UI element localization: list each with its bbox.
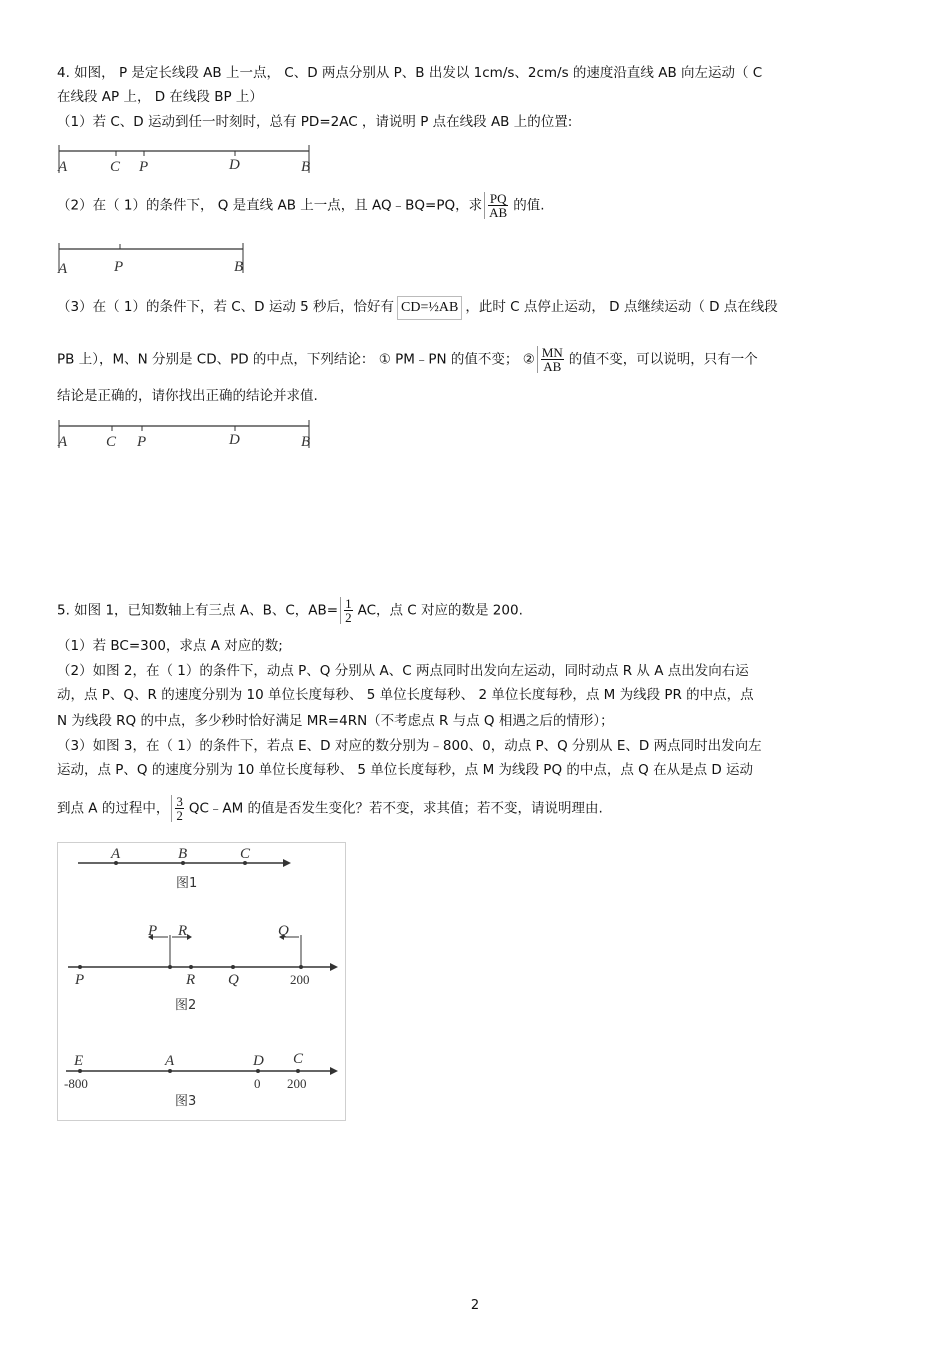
q4-segment-diagram-1 xyxy=(57,143,317,177)
page-number: 2 xyxy=(470,1298,480,1313)
fraction-one-half: $\frac{1}{2}$ xyxy=(340,597,356,624)
seg1-label-d: D xyxy=(229,157,240,173)
seg1-label-p: P xyxy=(139,159,149,175)
seg1-label-a: A xyxy=(58,159,68,175)
fig2-top-label-r: R xyxy=(178,923,188,939)
seg3-label-d: D xyxy=(229,432,240,448)
fig3-label-a: A xyxy=(165,1053,175,1069)
fig3-num-200: 200 xyxy=(287,1076,307,1091)
fig3-label-d: D xyxy=(253,1053,264,1069)
q5-part2-line2: 动，点 P、Q、R 的速度分别为 10 单位长度每秒、 5 单位长度每秒、 2 单位长度每秒，点 M 为线段 PR 的中点，点 xyxy=(57,687,754,703)
fig2-caption: 图2 xyxy=(175,998,197,1013)
number-line-figures xyxy=(57,842,346,1121)
q4-part3-line3: 结论是正确的，请你找出正确的结论并求值. xyxy=(57,388,318,404)
seg2-label-a: A xyxy=(58,261,68,277)
seg1-label-c: C xyxy=(110,159,121,175)
fig2-label-p: P xyxy=(75,972,85,988)
fig1-label-a: A xyxy=(111,846,121,862)
fig2-top-label-p: P xyxy=(148,923,158,939)
q5-part3-line1: （3）如图 3，在（ 1）的条件下，若点 E、D 对应的数分别为﹣800、0，动点 P、Q 分别从 E、D 两点同时出发向左 xyxy=(57,738,762,754)
seg2-label-b: B xyxy=(234,259,244,275)
seg3-label-a: A xyxy=(58,434,68,450)
fig3-num-0: 0 xyxy=(254,1076,261,1091)
q5-part2-line3: N 为线段 RQ 的中点，多少秒时恰好满足 MR=4RN（不考虑点 R 与点 Q 相遇之后的情形）； xyxy=(57,713,614,729)
q4-part3-line2: PB 上），M、N 分别是 CD、PD 的中点，下列结论： ① PM﹣PN 的值不变； ② $\frac{MN}{AB}$ 的值不变，可以说明，只有一个 xyxy=(57,345,758,374)
seg3-label-c: C xyxy=(106,434,117,450)
q4-part3-line1: （3）在（ 1）的条件下，若 C、D 运动 5 秒后，恰好有 CD=½AB ，此时 C 点停止运动， D 点继续运动（ D 点在线段 xyxy=(57,296,778,320)
fig2-top-label-q: Q xyxy=(278,923,289,939)
fig1-label-b: B xyxy=(178,846,188,862)
q4-part2: （2）在（ 1）的条件下， Q 是直线 AB 上一点，且 AQ﹣BQ=PQ，求 $\frac{PQ}{AB}$ 的值. xyxy=(57,191,545,220)
q5-line1: 5. 如图 1，已知数轴上有三点 A、B、C，AB= $\frac{1}{2}$ AC，点 C 对应的数是 200. xyxy=(57,596,523,625)
fig3-label-e: E xyxy=(74,1053,84,1069)
fig2-label-r: R xyxy=(186,972,196,988)
fig1-label-c: C xyxy=(240,846,251,862)
q5-part3-line2: 运动，点 P、Q 的速度分别为 10 单位长度每秒、 5 单位长度每秒，点 M 为线段 PQ 的中点，点 Q 在从是点 D 运动 xyxy=(57,762,754,778)
seg2-label-p: P xyxy=(114,259,124,275)
q5-part3-line3: 到点 A 的过程中， $\frac{3}{2}$ QC﹣AM 的值是否发生变化？若不变，求其值；若不变，请说明理由. xyxy=(57,794,603,823)
q4-part1: （1）若 C、D 运动到任一时刻时，总有 PD=2AC ，请说明 P 点在线段 AB 上的位置: xyxy=(57,114,573,130)
fig2-label-200: 200 xyxy=(290,972,310,987)
seg3-label-p: P xyxy=(137,434,147,450)
q4-segment-diagram-2 xyxy=(57,241,252,277)
seg3-label-b: B xyxy=(301,434,311,450)
fig3-caption: 图3 xyxy=(175,1094,197,1109)
fig2-label-q: Q xyxy=(228,972,239,988)
q4-line2: 在线段 AP 上， D 在线段 BP 上） xyxy=(57,89,263,105)
formula-cd-half-ab: CD=½AB xyxy=(397,296,462,320)
fig3-label-c: C xyxy=(293,1051,304,1067)
q4-line1: 4. 如图， P 是定长线段 AB 上一点， C、D 两点分别从 P、B 出发以 1cm/s、2cm/s 的速度沿直线 AB 向左运动（ C xyxy=(57,65,763,81)
seg1-label-b: B xyxy=(301,159,311,175)
q4-segment-diagram-3 xyxy=(57,418,317,452)
fraction-mn-ab: $\frac{MN}{AB}$ xyxy=(537,346,567,373)
q5-part1: （1）若 BC=300，求点 A 对应的数; xyxy=(57,638,283,654)
fig3-num-neg800: -800 xyxy=(64,1076,88,1091)
fig1-caption: 图1 xyxy=(176,876,198,891)
fraction-pq-ab: $\frac{PQ}{AB}$ xyxy=(484,192,511,219)
fraction-three-halves: $\frac{3}{2}$ xyxy=(171,795,187,822)
q5-part2-line1: （2）如图 2，在（ 1）的条件下，动点 P、Q 分别从 A、C 两点同时出发向左运动，同时动点 R 从 A 点出发向右运 xyxy=(57,663,749,679)
number-line-svg xyxy=(58,843,345,1120)
